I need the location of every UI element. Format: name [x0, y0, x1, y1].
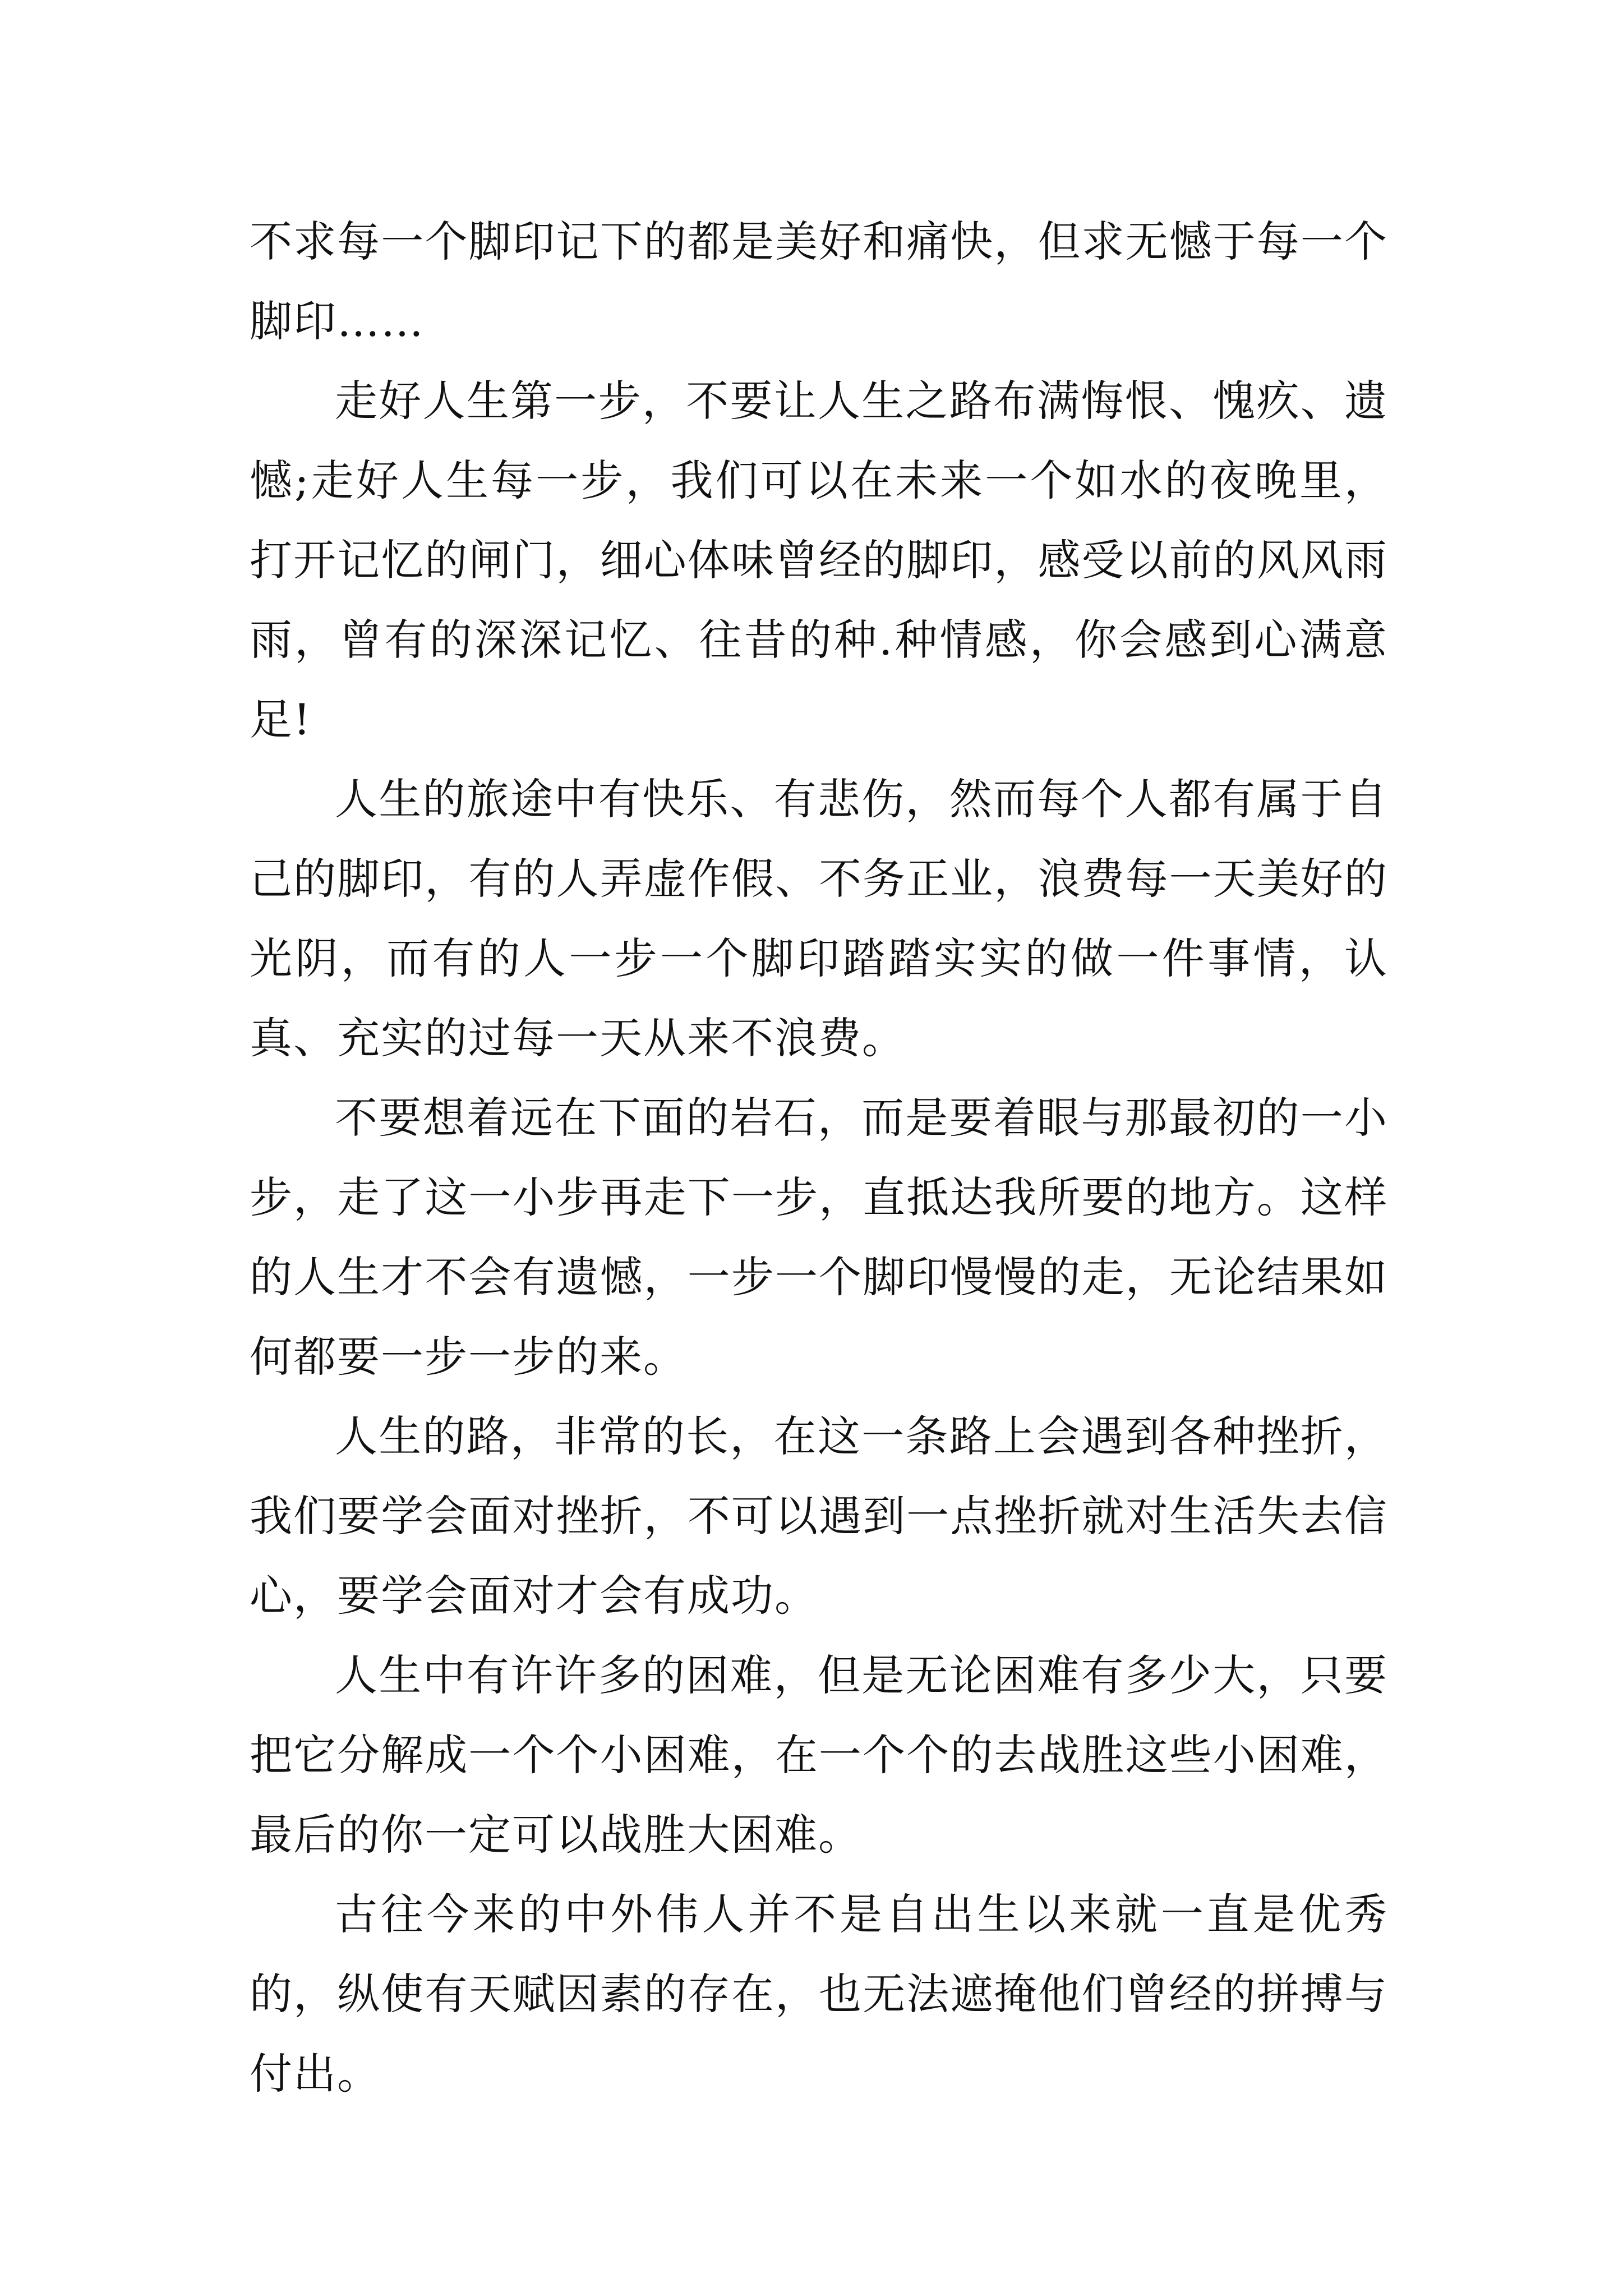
paragraph-1: 不求每一个脚印记下的都是美好和痛快，但求无憾于每一个脚印……: [250, 217, 1388, 346]
paragraph-2: 走好人生第一步，不要让人生之路布满悔恨、愧疚、遗憾;走好人生每一步，我们可以在未来一个如水的夜晚里，打开记忆的闸门，细心体味曾经的脚印，感受以前的风风雨雨，曾有的深深记忆、往昔的种.种情感，你会感到心满意足!: [250, 376, 1388, 744]
paragraph-7: 古往今来的中外伟人并不是自出生以来就一直是优秀的，纵使有天赋因素的存在，也无法遮掩他们曾经的拼搏与付出。: [250, 1889, 1388, 2099]
paragraph-6: 人生中有许许多的困难，但是无论困难有多少大，只要把它分解成一个个小困难，在一个个的去战胜这些小困难，最后的你一定可以战胜大困难。: [250, 1650, 1388, 1860]
paragraph-4: 不要想着远在下面的岩石，而是要着眼与那最初的一小步，走了这一小步再走下一步，直抵达我所要的地方。这样的人生才不会有遗憾，一步一个脚印慢慢的走，无论结果如何都要一步一步的来。: [250, 1093, 1388, 1382]
document-page: [250, 202, 1388, 2114]
paragraph-3: 人生的旅途中有快乐、有悲伤，然而每个人都有属于自己的脚印，有的人弄虚作假、不务正业，浪费每一天美好的光阴，而有的人一步一个脚印踏踏实实的做一件事情，认真、充实的过每一天从来不浪费。: [250, 774, 1388, 1063]
paragraph-5: 人生的路，非常的长，在这一条路上会遇到各种挫折，我们要学会面对挫折，不可以遇到一点挫折就对生活失去信心，要学会面对才会有成功。: [250, 1411, 1388, 1621]
